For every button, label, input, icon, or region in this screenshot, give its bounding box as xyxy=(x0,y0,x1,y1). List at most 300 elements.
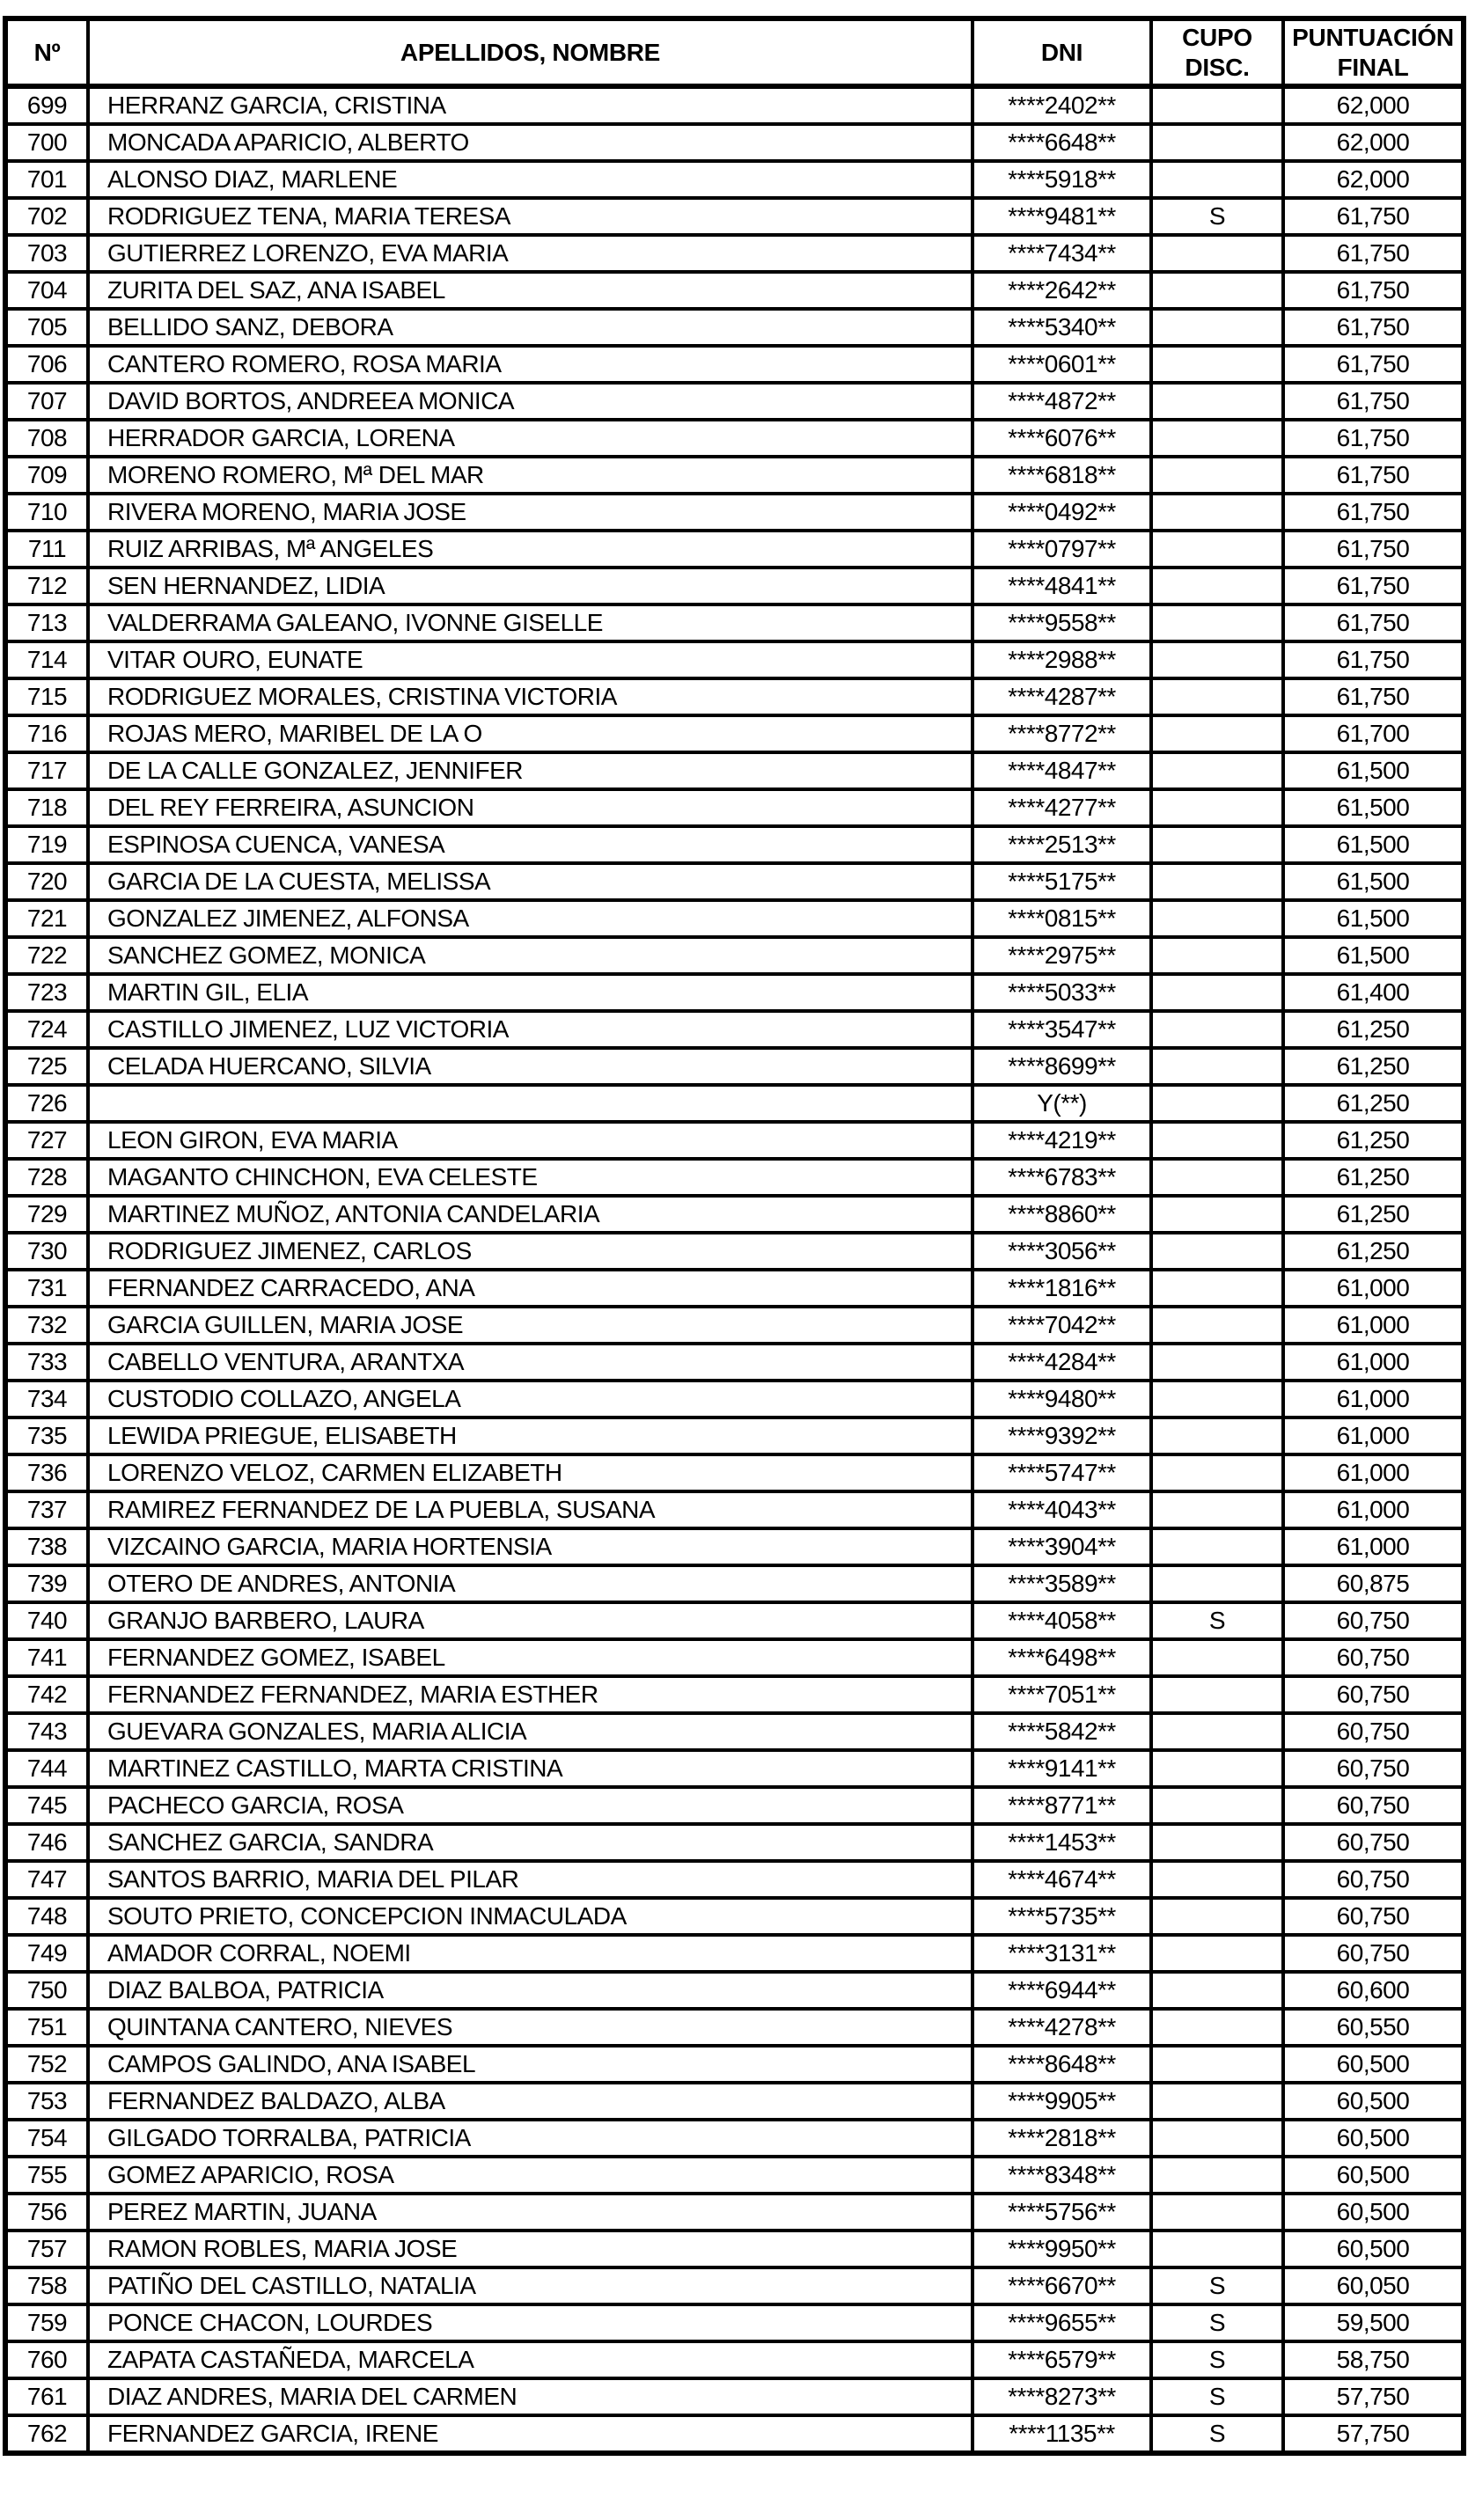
cell-cupo xyxy=(1151,86,1283,124)
cell-score: 61,750 xyxy=(1283,346,1464,383)
cell-num: 751 xyxy=(5,2009,88,2046)
cell-name: SANTOS BARRIO, MARIA DEL PILAR xyxy=(88,1861,973,1898)
cell-num: 713 xyxy=(5,604,88,641)
cell-cupo xyxy=(1151,494,1283,531)
cell-name: ZAPATA CASTAÑEDA, MARCELA xyxy=(88,2341,973,2378)
cell-num: 707 xyxy=(5,383,88,420)
cell-dni: ****1453** xyxy=(973,1824,1151,1861)
cell-name: GOMEZ APARICIO, ROSA xyxy=(88,2157,973,2194)
cell-cupo xyxy=(1151,2120,1283,2157)
cell-cupo xyxy=(1151,1787,1283,1824)
table-row xyxy=(5,2157,1464,2194)
cell-num: 749 xyxy=(5,1935,88,1972)
cell-num: 727 xyxy=(5,1122,88,1159)
cell-score: 60,500 xyxy=(1283,2231,1464,2267)
table-row xyxy=(5,2231,1464,2267)
table-row xyxy=(5,568,1464,604)
cell-num: 747 xyxy=(5,1861,88,1898)
cell-name: CANTERO ROMERO, ROSA MARIA xyxy=(88,346,973,383)
table-row xyxy=(5,2415,1464,2453)
cell-num: 728 xyxy=(5,1159,88,1196)
cell-name: RIVERA MORENO, MARIA JOSE xyxy=(88,494,973,531)
cell-name: LEON GIRON, EVA MARIA xyxy=(88,1122,973,1159)
cell-cupo xyxy=(1151,1935,1283,1972)
cell-num: 718 xyxy=(5,789,88,826)
header-row xyxy=(5,18,1464,86)
cell-num: 720 xyxy=(5,863,88,900)
cell-name: LORENZO VELOZ, CARMEN ELIZABETH xyxy=(88,1454,973,1491)
cell-dni: ****5747** xyxy=(973,1454,1151,1491)
cell-name: CELADA HUERCANO, SILVIA xyxy=(88,1048,973,1085)
cell-name: CUSTODIO COLLAZO, ANGELA xyxy=(88,1381,973,1418)
cell-name: RUIZ ARRIBAS, Mª ANGELES xyxy=(88,531,973,568)
cell-score: 61,750 xyxy=(1283,383,1464,420)
cell-name: GRANJO BARBERO, LAURA xyxy=(88,1602,973,1639)
cell-dni: ****5842** xyxy=(973,1713,1151,1750)
cell-score: 59,500 xyxy=(1283,2304,1464,2341)
table-row xyxy=(5,420,1464,457)
cell-cupo xyxy=(1151,1824,1283,1861)
table-row xyxy=(5,457,1464,494)
cell-cupo xyxy=(1151,161,1283,198)
cell-score: 61,500 xyxy=(1283,826,1464,863)
cell-cupo xyxy=(1151,1676,1283,1713)
cell-name: GARCIA GUILLEN, MARIA JOSE xyxy=(88,1307,973,1344)
cell-dni: ****4847** xyxy=(973,752,1151,789)
cell-name: FERNANDEZ BALDAZO, ALBA xyxy=(88,2083,973,2120)
cell-cupo xyxy=(1151,1270,1283,1307)
table-row xyxy=(5,2046,1464,2083)
cell-dni: ****3131** xyxy=(973,1935,1151,1972)
cell-cupo xyxy=(1151,531,1283,568)
cell-name: MARTIN GIL, ELIA xyxy=(88,974,973,1011)
cell-num: 759 xyxy=(5,2304,88,2341)
cell-score: 61,500 xyxy=(1283,863,1464,900)
cell-dni: ****8273** xyxy=(973,2378,1151,2415)
table-row xyxy=(5,1713,1464,1750)
cell-name: PACHECO GARCIA, ROSA xyxy=(88,1787,973,1824)
table-row xyxy=(5,1861,1464,1898)
cell-cupo xyxy=(1151,2083,1283,2120)
cell-dni: ****0601** xyxy=(973,346,1151,383)
cell-num: 712 xyxy=(5,568,88,604)
cell-dni: ****2818** xyxy=(973,2120,1151,2157)
cell-num: 748 xyxy=(5,1898,88,1935)
cell-score: 60,600 xyxy=(1283,1972,1464,2009)
cell-name: PATIÑO DEL CASTILLO, NATALIA xyxy=(88,2267,973,2304)
cell-num: 733 xyxy=(5,1344,88,1381)
table-row xyxy=(5,715,1464,752)
cell-num: 753 xyxy=(5,2083,88,2120)
cell-name: RAMIREZ FERNANDEZ DE LA PUEBLA, SUSANA xyxy=(88,1491,973,1528)
cell-dni: ****9141** xyxy=(973,1750,1151,1787)
cell-cupo xyxy=(1151,1418,1283,1454)
cell-cupo xyxy=(1151,1528,1283,1565)
cell-score: 61,750 xyxy=(1283,531,1464,568)
cell-num: 699 xyxy=(5,86,88,124)
cell-dni: ****9481** xyxy=(973,198,1151,235)
cell-cupo xyxy=(1151,826,1283,863)
table-row xyxy=(5,1233,1464,1270)
header-score: PUNTUACIÓN FINAL xyxy=(1283,18,1464,86)
cell-name: FERNANDEZ CARRACEDO, ANA xyxy=(88,1270,973,1307)
cell-cupo xyxy=(1151,2194,1283,2231)
cell-dni: ****0815** xyxy=(973,900,1151,937)
cell-dni: ****5918** xyxy=(973,161,1151,198)
cell-cupo: S xyxy=(1151,198,1283,235)
cell-cupo: S xyxy=(1151,2378,1283,2415)
cell-name: FERNANDEZ FERNANDEZ, MARIA ESTHER xyxy=(88,1676,973,1713)
cell-dni: ****5340** xyxy=(973,309,1151,346)
cell-score: 61,750 xyxy=(1283,420,1464,457)
cell-num: 744 xyxy=(5,1750,88,1787)
table-row xyxy=(5,1307,1464,1344)
table-row xyxy=(5,346,1464,383)
cell-dni: ****5735** xyxy=(973,1898,1151,1935)
cell-cupo xyxy=(1151,272,1283,309)
cell-name: FERNANDEZ GARCIA, IRENE xyxy=(88,2415,973,2453)
cell-name: SOUTO PRIETO, CONCEPCION INMACULADA xyxy=(88,1898,973,1935)
cell-name: GUTIERREZ LORENZO, EVA MARIA xyxy=(88,235,973,272)
table-row xyxy=(5,1270,1464,1307)
cell-name: ALONSO DIAZ, MARLENE xyxy=(88,161,973,198)
cell-cupo xyxy=(1151,383,1283,420)
results-table xyxy=(3,16,1466,2456)
cell-dni: ****4219** xyxy=(973,1122,1151,1159)
cell-score: 61,250 xyxy=(1283,1085,1464,1122)
cell-dni: ****5175** xyxy=(973,863,1151,900)
cell-score: 61,500 xyxy=(1283,789,1464,826)
cell-dni: ****6076** xyxy=(973,420,1151,457)
cell-cupo xyxy=(1151,2009,1283,2046)
cell-cupo: S xyxy=(1151,2341,1283,2378)
cell-name: BELLIDO SANZ, DEBORA xyxy=(88,309,973,346)
cell-score: 60,500 xyxy=(1283,2046,1464,2083)
cell-score: 61,000 xyxy=(1283,1528,1464,1565)
cell-score: 62,000 xyxy=(1283,124,1464,161)
cell-score: 60,500 xyxy=(1283,2157,1464,2194)
cell-num: 717 xyxy=(5,752,88,789)
cell-num: 756 xyxy=(5,2194,88,2231)
cell-cupo xyxy=(1151,2231,1283,2267)
cell-num: 729 xyxy=(5,1196,88,1233)
cell-num: 715 xyxy=(5,678,88,715)
cell-dni: ****7051** xyxy=(973,1676,1151,1713)
table-row xyxy=(5,2378,1464,2415)
cell-score: 60,750 xyxy=(1283,1824,1464,1861)
cell-name: GONZALEZ JIMENEZ, ALFONSA xyxy=(88,900,973,937)
table-row xyxy=(5,1639,1464,1676)
table-row xyxy=(5,1381,1464,1418)
cell-score: 57,750 xyxy=(1283,2378,1464,2415)
table-row xyxy=(5,1085,1464,1122)
cell-cupo xyxy=(1151,974,1283,1011)
cell-cupo xyxy=(1151,604,1283,641)
cell-name: CAMPOS GALINDO, ANA ISABEL xyxy=(88,2046,973,2083)
cell-name: DE LA CALLE GONZALEZ, JENNIFER xyxy=(88,752,973,789)
cell-score: 61,000 xyxy=(1283,1307,1464,1344)
cell-dni: ****4284** xyxy=(973,1344,1151,1381)
table-row xyxy=(5,309,1464,346)
cell-name: SEN HERNANDEZ, LIDIA xyxy=(88,568,973,604)
cell-score: 61,700 xyxy=(1283,715,1464,752)
cell-score: 61,750 xyxy=(1283,235,1464,272)
cell-score: 61,000 xyxy=(1283,1270,1464,1307)
table-row xyxy=(5,1454,1464,1491)
cell-num: 709 xyxy=(5,457,88,494)
cell-name: MARTINEZ MUÑOZ, ANTONIA CANDELARIA xyxy=(88,1196,973,1233)
cell-dni: ****4277** xyxy=(973,789,1151,826)
cell-num: 702 xyxy=(5,198,88,235)
cell-score: 61,250 xyxy=(1283,1159,1464,1196)
cell-name: MORENO ROMERO, Mª DEL MAR xyxy=(88,457,973,494)
cell-num: 736 xyxy=(5,1454,88,1491)
cell-num: 752 xyxy=(5,2046,88,2083)
cell-name: ROJAS MERO, MARIBEL DE LA O xyxy=(88,715,973,752)
cell-dni: ****5033** xyxy=(973,974,1151,1011)
cell-score: 61,500 xyxy=(1283,900,1464,937)
table-row xyxy=(5,1491,1464,1528)
cell-num: 741 xyxy=(5,1639,88,1676)
cell-score: 61,000 xyxy=(1283,1344,1464,1381)
cell-num: 710 xyxy=(5,494,88,531)
table-row xyxy=(5,2267,1464,2304)
cell-dni: ****0492** xyxy=(973,494,1151,531)
cell-score: 61,250 xyxy=(1283,1233,1464,1270)
table-row xyxy=(5,1196,1464,1233)
cell-num: 742 xyxy=(5,1676,88,1713)
cell-name: VALDERRAMA GALEANO, IVONNE GISELLE xyxy=(88,604,973,641)
table-row xyxy=(5,235,1464,272)
cell-dni: ****9950** xyxy=(973,2231,1151,2267)
cell-num: 700 xyxy=(5,124,88,161)
cell-dni: ****6498** xyxy=(973,1639,1151,1676)
cell-cupo xyxy=(1151,937,1283,974)
cell-cupo xyxy=(1151,863,1283,900)
cell-dni: ****9480** xyxy=(973,1381,1151,1418)
cell-dni: ****2402** xyxy=(973,86,1151,124)
cell-score: 61,750 xyxy=(1283,198,1464,235)
cell-num: 719 xyxy=(5,826,88,863)
cell-num: 716 xyxy=(5,715,88,752)
cell-dni: ****8771** xyxy=(973,1787,1151,1824)
cell-name: HERRADOR GARCIA, LORENA xyxy=(88,420,973,457)
cell-name: QUINTANA CANTERO, NIEVES xyxy=(88,2009,973,2046)
cell-score: 60,550 xyxy=(1283,2009,1464,2046)
cell-cupo xyxy=(1151,752,1283,789)
cell-num: 762 xyxy=(5,2415,88,2453)
cell-name: LEWIDA PRIEGUE, ELISABETH xyxy=(88,1418,973,1454)
cell-cupo xyxy=(1151,568,1283,604)
header-cupo: CUPO DISC. xyxy=(1151,18,1283,86)
cell-score: 61,750 xyxy=(1283,494,1464,531)
cell-dni: ****9905** xyxy=(973,2083,1151,2120)
cell-dni: ****9392** xyxy=(973,1418,1151,1454)
cell-score: 61,750 xyxy=(1283,457,1464,494)
cell-cupo xyxy=(1151,420,1283,457)
cell-num: 746 xyxy=(5,1824,88,1861)
cell-dni: ****8348** xyxy=(973,2157,1151,2194)
cell-name: DIAZ ANDRES, MARIA DEL CARMEN xyxy=(88,2378,973,2415)
cell-num: 737 xyxy=(5,1491,88,1528)
table-row xyxy=(5,900,1464,937)
cell-cupo: S xyxy=(1151,2304,1283,2341)
cell-dni: ****6944** xyxy=(973,1972,1151,2009)
cell-dni: ****4674** xyxy=(973,1861,1151,1898)
cell-cupo xyxy=(1151,641,1283,678)
cell-dni: ****3547** xyxy=(973,1011,1151,1048)
cell-score: 61,750 xyxy=(1283,309,1464,346)
cell-name: OTERO DE ANDRES, ANTONIA xyxy=(88,1565,973,1602)
cell-cupo xyxy=(1151,1011,1283,1048)
cell-num: 761 xyxy=(5,2378,88,2415)
cell-score: 61,000 xyxy=(1283,1454,1464,1491)
table-row xyxy=(5,531,1464,568)
header-dni: DNI xyxy=(973,18,1151,86)
cell-cupo xyxy=(1151,457,1283,494)
table-row xyxy=(5,86,1464,124)
cell-cupo xyxy=(1151,1307,1283,1344)
cell-dni: ****6579** xyxy=(973,2341,1151,2378)
table-row xyxy=(5,1344,1464,1381)
cell-score: 61,500 xyxy=(1283,752,1464,789)
cell-cupo xyxy=(1151,1861,1283,1898)
cell-dni: ****1816** xyxy=(973,1270,1151,1307)
cell-name: SANCHEZ GOMEZ, MONICA xyxy=(88,937,973,974)
cell-score: 60,500 xyxy=(1283,2083,1464,2120)
cell-score: 60,750 xyxy=(1283,1861,1464,1898)
table-row xyxy=(5,641,1464,678)
cell-score: 60,750 xyxy=(1283,1602,1464,1639)
cell-cupo xyxy=(1151,309,1283,346)
table-row xyxy=(5,937,1464,974)
cell-score: 61,250 xyxy=(1283,1196,1464,1233)
cell-num: 721 xyxy=(5,900,88,937)
cell-num: 735 xyxy=(5,1418,88,1454)
cell-num: 740 xyxy=(5,1602,88,1639)
cell-name: RODRIGUEZ MORALES, CRISTINA VICTORIA xyxy=(88,678,973,715)
cell-dni: ****3904** xyxy=(973,1528,1151,1565)
cell-num: 711 xyxy=(5,531,88,568)
cell-dni: ****7042** xyxy=(973,1307,1151,1344)
cell-score: 61,000 xyxy=(1283,1418,1464,1454)
table-row xyxy=(5,1787,1464,1824)
cell-cupo xyxy=(1151,1750,1283,1787)
table-row xyxy=(5,494,1464,531)
table-row xyxy=(5,1159,1464,1196)
cell-dni: ****4841** xyxy=(973,568,1151,604)
cell-cupo xyxy=(1151,346,1283,383)
cell-name: HERRANZ GARCIA, CRISTINA xyxy=(88,86,973,124)
header-name: APELLIDOS, NOMBRE xyxy=(88,18,973,86)
cell-cupo xyxy=(1151,900,1283,937)
table-row xyxy=(5,2194,1464,2231)
table-row xyxy=(5,604,1464,641)
cell-dni: ****9558** xyxy=(973,604,1151,641)
cell-score: 61,250 xyxy=(1283,1122,1464,1159)
cell-cupo xyxy=(1151,1381,1283,1418)
cell-dni: ****3056** xyxy=(973,1233,1151,1270)
table-row xyxy=(5,1418,1464,1454)
table-row xyxy=(5,1048,1464,1085)
cell-name: RODRIGUEZ JIMENEZ, CARLOS xyxy=(88,1233,973,1270)
cell-num: 745 xyxy=(5,1787,88,1824)
cell-name: SANCHEZ GARCIA, SANDRA xyxy=(88,1824,973,1861)
cell-num: 703 xyxy=(5,235,88,272)
cell-num: 714 xyxy=(5,641,88,678)
cell-cupo xyxy=(1151,1196,1283,1233)
table-row xyxy=(5,752,1464,789)
cell-score: 61,000 xyxy=(1283,1491,1464,1528)
cell-cupo xyxy=(1151,2157,1283,2194)
cell-dni: ****0797** xyxy=(973,531,1151,568)
cell-num: 724 xyxy=(5,1011,88,1048)
cell-dni: ****6783** xyxy=(973,1159,1151,1196)
cell-cupo xyxy=(1151,2046,1283,2083)
cell-name: FERNANDEZ GOMEZ, ISABEL xyxy=(88,1639,973,1676)
cell-dni: ****5756** xyxy=(973,2194,1151,2231)
cell-cupo xyxy=(1151,715,1283,752)
cell-score: 61,750 xyxy=(1283,272,1464,309)
cell-cupo: S xyxy=(1151,1602,1283,1639)
cell-num: 732 xyxy=(5,1307,88,1344)
table-row xyxy=(5,2341,1464,2378)
cell-cupo xyxy=(1151,1454,1283,1491)
table-row xyxy=(5,1565,1464,1602)
cell-num: 754 xyxy=(5,2120,88,2157)
cell-dni: ****6648** xyxy=(973,124,1151,161)
cell-cupo xyxy=(1151,1159,1283,1196)
cell-cupo xyxy=(1151,1898,1283,1935)
cell-num: 725 xyxy=(5,1048,88,1085)
cell-score: 60,050 xyxy=(1283,2267,1464,2304)
cell-dni: ****2975** xyxy=(973,937,1151,974)
cell-cupo xyxy=(1151,1713,1283,1750)
cell-dni: ****6670** xyxy=(973,2267,1151,2304)
cell-score: 60,750 xyxy=(1283,1639,1464,1676)
cell-name: CASTILLO JIMENEZ, LUZ VICTORIA xyxy=(88,1011,973,1048)
table-row xyxy=(5,974,1464,1011)
cell-num: 722 xyxy=(5,937,88,974)
table-row xyxy=(5,2083,1464,2120)
cell-num: 704 xyxy=(5,272,88,309)
cell-num: 731 xyxy=(5,1270,88,1307)
cell-dni: ****2513** xyxy=(973,826,1151,863)
cell-num: 760 xyxy=(5,2341,88,2378)
cell-cupo xyxy=(1151,1565,1283,1602)
table-row xyxy=(5,1898,1464,1935)
cell-dni: ****8772** xyxy=(973,715,1151,752)
cell-name: PONCE CHACON, LOURDES xyxy=(88,2304,973,2341)
table-row xyxy=(5,2120,1464,2157)
table-row xyxy=(5,1122,1464,1159)
cell-name: RODRIGUEZ TENA, MARIA TERESA xyxy=(88,198,973,235)
cell-dni: ****1135** xyxy=(973,2415,1151,2453)
cell-num: 706 xyxy=(5,346,88,383)
cell-name: VIZCAINO GARCIA, MARIA HORTENSIA xyxy=(88,1528,973,1565)
table-row xyxy=(5,678,1464,715)
cell-score: 62,000 xyxy=(1283,161,1464,198)
cell-name: MAGANTO CHINCHON, EVA CELESTE xyxy=(88,1159,973,1196)
cell-score: 60,750 xyxy=(1283,1898,1464,1935)
cell-dni: ****2988** xyxy=(973,641,1151,678)
cell-score: 60,500 xyxy=(1283,2120,1464,2157)
cell-num: 743 xyxy=(5,1713,88,1750)
cell-cupo xyxy=(1151,1344,1283,1381)
cell-cupo: S xyxy=(1151,2415,1283,2453)
cell-score: 61,750 xyxy=(1283,678,1464,715)
cell-name: DAVID BORTOS, ANDREEA MONICA xyxy=(88,383,973,420)
